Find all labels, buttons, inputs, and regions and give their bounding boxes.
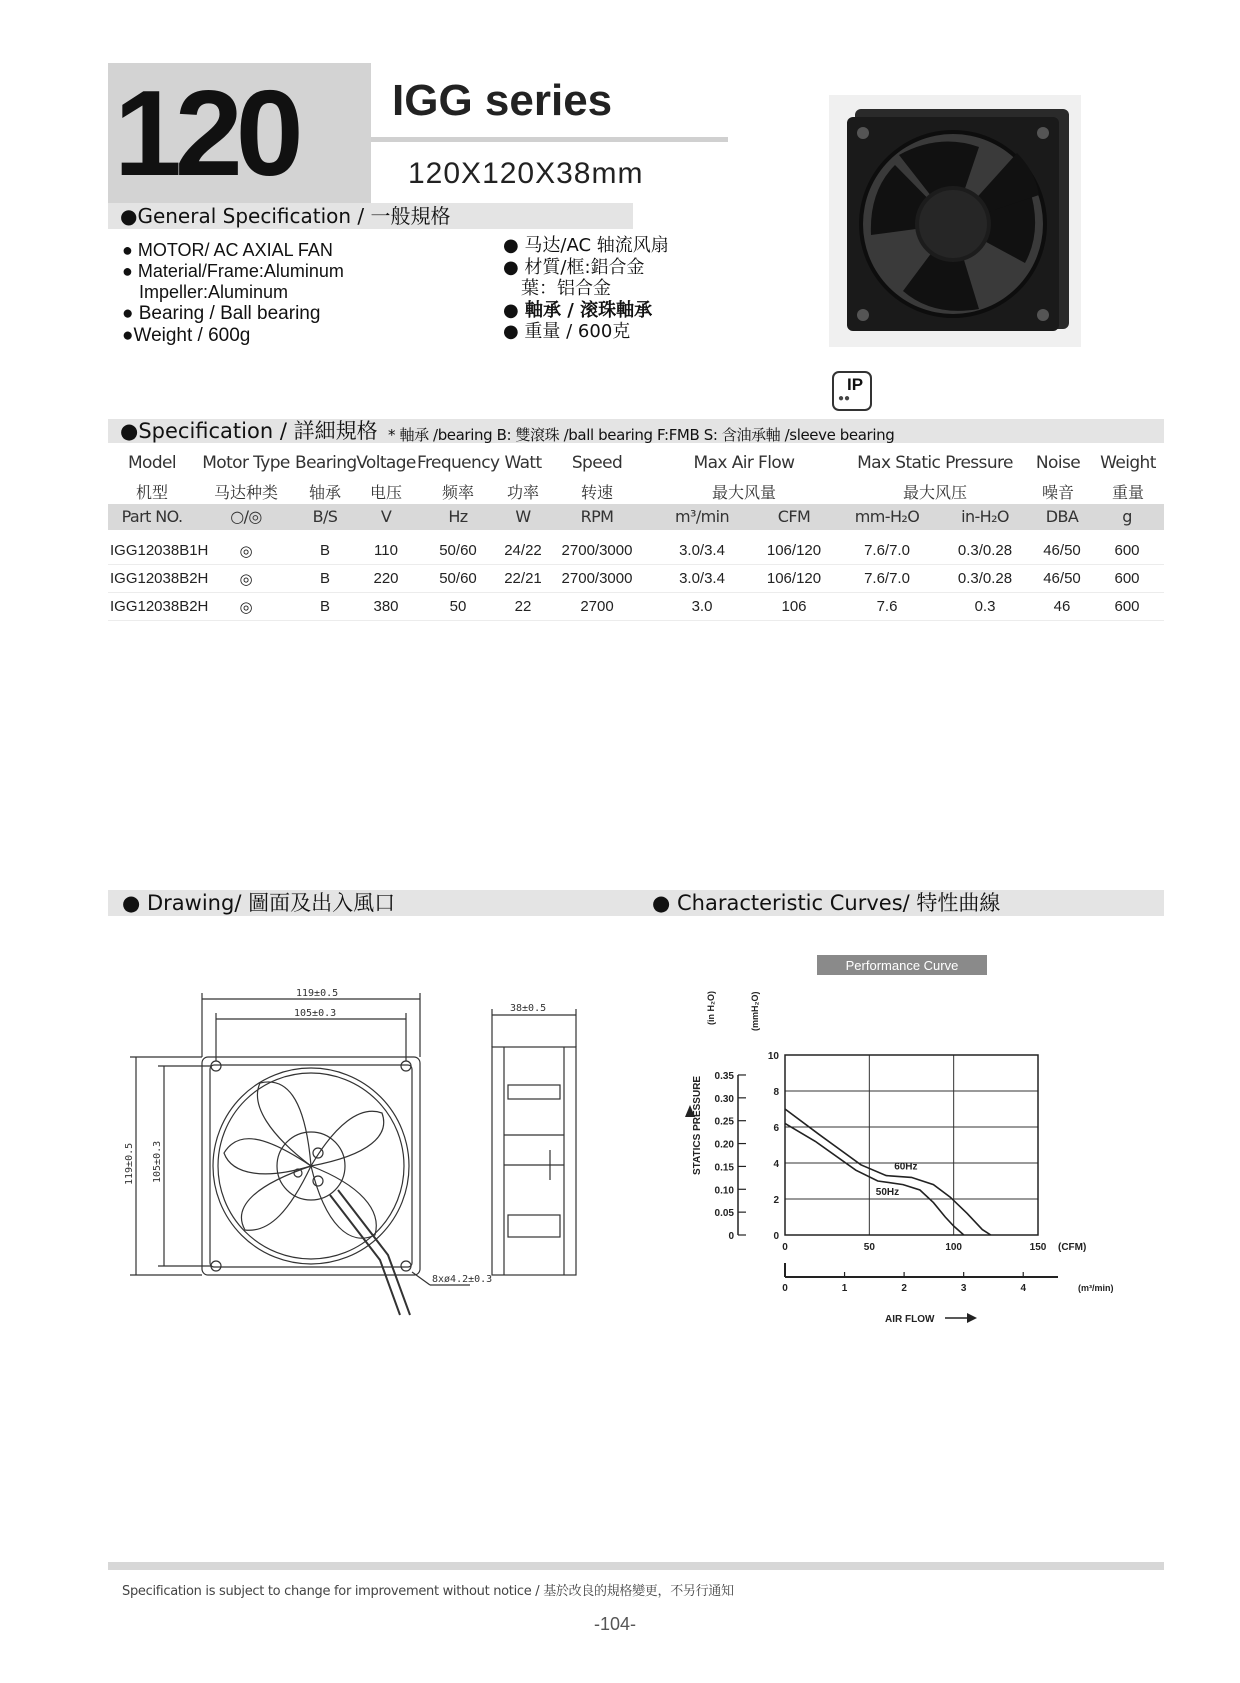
x-tick-cfm: 100 [945,1242,963,1253]
table-cell: 106/120 [766,542,822,559]
curves-title: ● Characteristic Curves/ 特性曲線 [652,891,1001,915]
y-tick-in: 0 [728,1231,734,1242]
unit-cell: ○/◎ [230,507,262,526]
col-header-cn: 功率 [506,483,539,502]
table-cell: 0.3/0.28 [957,542,1013,559]
dim-inner-height: 105±0.3 [152,1140,163,1183]
table-cell: 22 [514,598,532,615]
y-label: STATICS PRESSURE [692,1075,703,1175]
table-cell: 220 [373,570,399,587]
spec-motor: ● MOTOR/ AC AXIAL FAN [122,240,333,260]
table-cell: ◎ [239,599,253,616]
spec-title: ●Specification / 詳細規格 [120,419,378,443]
spec-material-cn: ● 材質/框:鋁合金 [503,257,645,278]
table-cell: 7.6/7.0 [864,570,910,587]
y-tick-in: 0.10 [714,1185,734,1197]
table-cell: 7.6 [876,598,898,615]
spec-motor-cn: ● 马达/AC 轴流风扇 [503,235,669,256]
table-cell: 22/21 [504,570,542,587]
table-cell: 2700/3000 [561,542,633,559]
table-cell: ◎ [239,543,253,560]
table-cell: ◎ [239,571,253,588]
series-label: 60Hz [894,1161,918,1173]
table-cell: 2700/3000 [561,570,633,587]
chart-title: Performance Curve [845,958,959,973]
footer-notice: Specification is subject to change for improvement without notice / 基於改良的規格變更，不另行通知 [122,1584,734,1599]
x-unit-cfm: (CFM) [1058,1242,1087,1253]
col-header-en: Motor Type [202,453,290,473]
unit-cell: g [1122,507,1132,526]
x-tick-cfm: 50 [863,1242,875,1253]
table-cell: 0.3/0.28 [957,570,1013,587]
y-unit-mm: (mmH₂O) [750,991,760,1031]
y-tick-in: 0.30 [714,1093,734,1105]
y-tick-mm: 8 [773,1087,779,1098]
table-cell: 50/60 [439,570,477,587]
x-tick-m3: 2 [901,1283,907,1294]
col-header-cn: 最大风压 [902,483,967,502]
unit-cell: in-H₂O [961,507,1009,526]
col-header-en: Model [127,453,177,473]
table-cell: 380 [373,598,399,615]
unit-cell: B/S [312,507,338,526]
product-photo [829,95,1081,347]
spec-bearing: ● Bearing / Ball bearing [122,303,321,324]
y-tick-in: 0.15 [714,1162,734,1174]
y-tick-mm: 6 [773,1123,779,1134]
spec-weight: ●Weight / 600g [122,325,251,346]
col-header-cn: 噪音 [1041,483,1074,502]
table-cell: IGG12038B2H [110,570,209,587]
dim-holes: 8xø4.2±0.3 [432,1274,493,1285]
col-header-en: Speed [571,453,623,473]
y-tick-mm: 10 [767,1051,779,1062]
col-header-cn: 转速 [580,483,613,502]
table-cell: 50/60 [439,542,477,559]
series-title: IGG series [392,76,613,125]
drawing-title: ● Drawing/ 圖面及出入風口 [122,891,396,915]
col-header-en: Max Air Flow [693,453,795,473]
y-tick-mm: 0 [773,1231,779,1242]
table-cell: 106 [781,598,807,615]
col-header-en: Max Static Pressure [857,453,1013,473]
table-cell: 600 [1114,598,1140,615]
col-header-cn: 机型 [135,483,168,502]
performance-curve-chart [680,955,1140,1345]
spec-bearing-cn: ● 軸承 / 滚珠軸承 [503,300,653,321]
col-header-en: Weight [1100,453,1156,473]
x-tick-m3: 4 [1020,1283,1027,1294]
col-header-cn: 电压 [369,483,402,502]
unit-cell: m³/min [675,507,729,526]
col-header-en: Bearing [295,453,357,473]
dim-depth: 38±0.5 [510,1003,547,1014]
col-header-cn: 马达种类 [213,483,278,502]
x-arrow-icon [967,1313,977,1323]
col-header-en: Voltage [356,453,416,473]
y-tick-mm: 2 [773,1195,779,1206]
size-number: 120 [114,65,297,201]
col-header-en: Watt [504,453,542,473]
unit-cell: Hz [448,507,468,526]
table-cell: 3.0/3.4 [679,570,725,587]
table-cell: 0.3 [974,598,996,615]
table-cell: B [319,542,330,559]
table-cell: 600 [1114,542,1140,559]
series-label: 50Hz [875,1187,900,1198]
table-cell: 46/50 [1043,542,1081,559]
unit-cell: RPM [580,507,614,526]
table-cell: B [319,598,330,615]
dimensions: 120X120X38mm [408,157,644,190]
table-cell: IGG12038B2H [110,598,209,615]
series-line-50hz [785,1123,964,1235]
y-tick-in: 0.20 [714,1139,734,1151]
spec-material: ● Material/Frame:Aluminum [122,261,344,281]
spec-impeller-cn: 葉：铝合金 [521,278,611,299]
col-header-cn: 频率 [441,483,474,502]
y-tick-in: 0.25 [714,1116,734,1128]
col-header-cn: 最大风量 [711,483,776,502]
table-cell: 106/120 [766,570,822,587]
x-unit-m3: (m³/min) [1078,1283,1114,1293]
row-divider [108,564,1164,565]
spec-note: * 軸承 /bearing B: 雙滾珠 /ball bearing F:FMB S: 含油承軸 /sleeve bearing [388,426,895,444]
series-line-60hz [785,1109,991,1235]
col-header-en: Noise [1035,453,1081,473]
col-header-en: Frequency [417,453,500,473]
table-cell: 46/50 [1043,570,1081,587]
y-tick-in: 0.35 [714,1070,734,1082]
footer-rule [108,1562,1164,1570]
ip-label: IP [847,375,864,394]
ip-rating-icon [832,371,872,411]
header-rule [371,137,728,142]
table-cell: B [319,570,330,587]
table-cell: IGG12038B1H [110,542,209,559]
table-cell: 24/22 [504,542,542,559]
dim-outer-width: 119±0.5 [296,988,339,999]
general-spec-title: ●General Specification / 一般規格 [120,204,451,228]
fan-photo-icon [829,95,1081,347]
plot-frame [785,1055,1038,1235]
unit-cell: V [380,507,392,526]
fan-technical-drawing [120,985,600,1365]
dim-outer-height: 119±0.5 [124,1142,135,1185]
table-cell: 50 [449,598,467,615]
row-divider [108,592,1164,593]
table-cell: 3.0/3.4 [679,542,725,559]
row-divider [108,620,1164,621]
x-tick-cfm: 150 [1029,1242,1047,1253]
y-tick-in: 0.05 [714,1208,734,1220]
spec-impeller: Impeller:Aluminum [139,282,289,302]
unit-cell: Part NO. [121,507,183,526]
table-cell: 600 [1114,570,1140,587]
col-header-cn: 轴承 [308,483,341,502]
x-tick-cfm: 0 [782,1242,788,1253]
water-drop-icon: ●● [838,393,851,404]
col-header-cn: 重量 [1111,483,1144,502]
x-tick-m3: 0 [782,1283,788,1294]
unit-cell: mm-H₂O [854,507,920,526]
table-cell: 7.6/7.0 [864,542,910,559]
x-tick-m3: 3 [960,1283,967,1294]
unit-cell: DBA [1045,507,1079,526]
spec-weight-cn: ● 重量 / 600克 [503,321,631,342]
table-cell: 2700 [580,598,614,615]
unit-cell: W [515,507,531,526]
page-number: -104- [594,1614,637,1634]
table-cell: 3.0 [691,598,713,615]
y-tick-mm: 4 [773,1159,779,1170]
unit-cell: CFM [777,507,811,526]
table-cell: 110 [374,542,398,559]
y-unit-in: (in H₂O) [706,991,716,1025]
dim-inner-width: 105±0.3 [294,1008,337,1019]
x-label: AIR FLOW [885,1314,935,1325]
table-cell: 46 [1053,598,1071,615]
x-tick-m3: 1 [841,1283,848,1294]
